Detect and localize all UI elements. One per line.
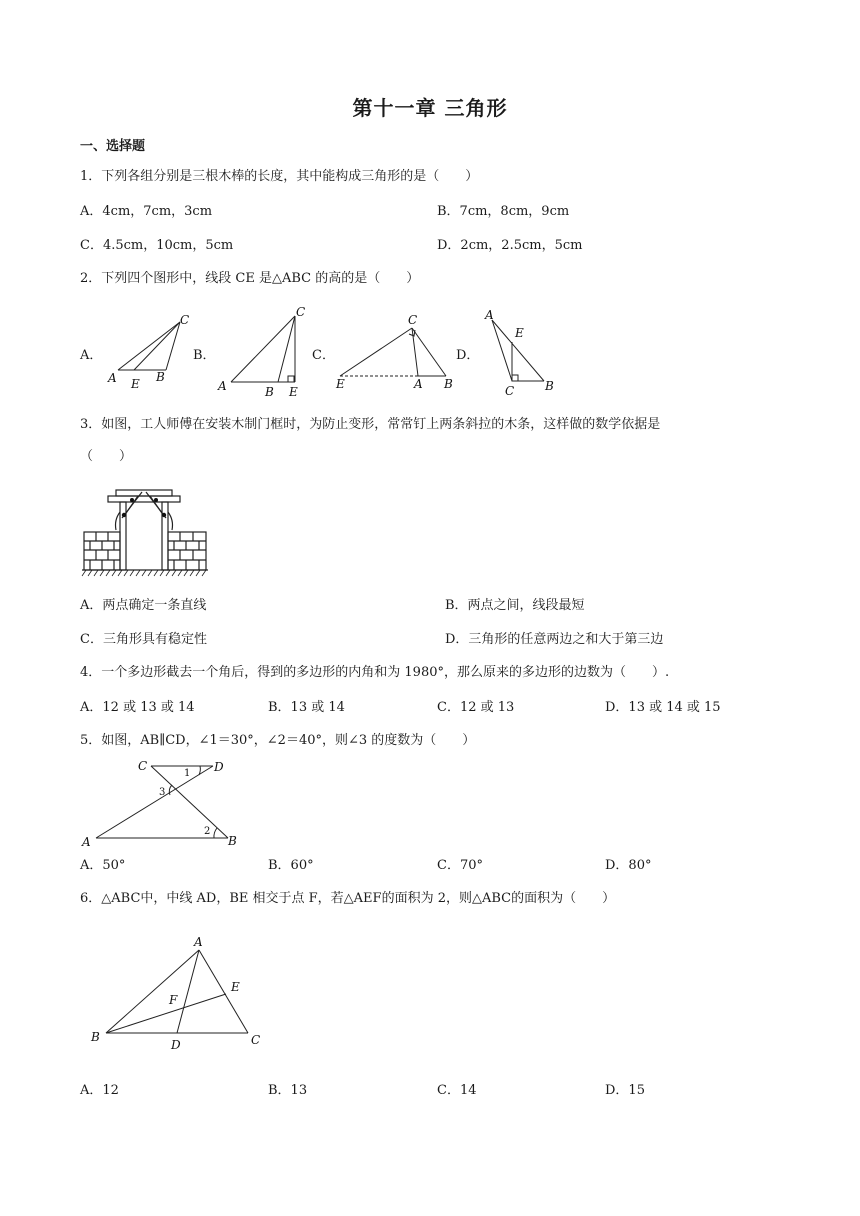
question-2-label-c: C． bbox=[312, 348, 335, 363]
q2d-point-e: E bbox=[515, 326, 524, 340]
q2d-point-c: C bbox=[505, 384, 515, 398]
q2d-point-a: A bbox=[485, 308, 494, 322]
question-5-option-a: A．50° bbox=[80, 858, 126, 873]
question-6-option-d: D．15 bbox=[605, 1083, 645, 1098]
q5-point-b: B bbox=[228, 834, 237, 848]
page-title: 第十一章 三角形 bbox=[352, 96, 508, 120]
q5-point-c: C bbox=[138, 759, 148, 773]
q6-point-f: F bbox=[169, 993, 178, 1007]
q6-point-a: A bbox=[194, 935, 203, 949]
door-frame-figure bbox=[80, 486, 210, 580]
q2-figure-c bbox=[340, 328, 446, 376]
question-2-label-d: D． bbox=[456, 348, 480, 363]
q5-point-d: D bbox=[214, 760, 224, 774]
q2a-point-a: A bbox=[108, 371, 117, 385]
question-2-label-b: B． bbox=[193, 348, 216, 363]
question-5-stem: 5．如图，AB∥CD，∠1＝30°，∠2＝40°，则∠3 的度数为（ ） bbox=[80, 733, 476, 748]
q2a-point-c: C bbox=[180, 313, 190, 327]
question-6-stem: 6．△ABC中，中线 AD，BE 相交于点 F，若△AEF的面积为 2，则△ABC的面积为（ ） bbox=[80, 891, 616, 906]
q2c-point-e: E bbox=[336, 377, 345, 391]
q2b-point-c: C bbox=[296, 305, 306, 319]
section-heading: 一、选择题 bbox=[80, 139, 146, 154]
question-5-option-c: C．70° bbox=[437, 858, 483, 873]
question-4-option-d: D．13 或 14 或 15 bbox=[605, 700, 721, 715]
q2b-point-a: A bbox=[218, 379, 227, 393]
question-5-option-d: D．80° bbox=[605, 858, 652, 873]
q2c-point-c: C bbox=[408, 313, 418, 327]
question-4-option-c: C．12 或 13 bbox=[437, 700, 515, 715]
q2-figure-b bbox=[231, 316, 295, 382]
q5-angle-2: 2 bbox=[204, 826, 211, 837]
question-3-stem-continued: （ ） bbox=[80, 449, 133, 464]
question-1-option-d: D．2cm，2.5cm，5cm bbox=[437, 238, 583, 253]
q2b-point-b: B bbox=[265, 385, 274, 399]
question-4-stem: 4．一个多边形截去一个角后，得到的多边形的内角和为 1980°，那么原来的多边形的边数为（ ）. bbox=[80, 665, 670, 680]
q6-point-c: C bbox=[251, 1033, 261, 1047]
q5-angle-3: 3 bbox=[159, 787, 166, 798]
question-2-label-a: A． bbox=[80, 348, 103, 363]
question-6-option-b: B．13 bbox=[268, 1083, 308, 1098]
question-1-option-b: B．7cm，8cm，9cm bbox=[437, 204, 570, 219]
question-2-stem: 2．下列四个图形中，线段 CE 是△ABC 的高的是（ ） bbox=[80, 271, 420, 286]
q2a-point-b: B bbox=[156, 370, 165, 384]
question-4-option-a: A．12 或 13 或 14 bbox=[80, 700, 195, 715]
q5-point-a: A bbox=[82, 835, 91, 849]
question-3-option-b: B．两点之间，线段最短 bbox=[445, 598, 585, 613]
q2b-point-e: E bbox=[289, 385, 298, 399]
question-1-option-a: A．4cm，7cm，3cm bbox=[80, 204, 213, 219]
q6-point-d: D bbox=[171, 1038, 181, 1052]
q6-point-b: B bbox=[91, 1030, 100, 1044]
question-6-option-a: A．12 bbox=[80, 1083, 119, 1098]
q2-figure-a bbox=[118, 322, 180, 370]
q2a-point-e: E bbox=[131, 377, 140, 391]
q6-point-e: E bbox=[231, 980, 240, 994]
q2c-point-a: A bbox=[414, 377, 423, 391]
question-1-stem: 1．下列各组分别是三根木棒的长度，其中能构成三角形的是（ ） bbox=[80, 169, 479, 184]
question-3-option-d: D．三角形的任意两边之和大于第三边 bbox=[445, 632, 664, 647]
question-3-option-a: A．两点确定一条直线 bbox=[80, 598, 207, 613]
question-3-stem: 3．如图，工人师傅在安装木制门框时，为防止变形，常常钉上两条斜拉的木条，这样做的数学依据是 bbox=[80, 417, 661, 432]
question-6-option-c: C．14 bbox=[437, 1083, 477, 1098]
question-3-option-c: C．三角形具有稳定性 bbox=[80, 632, 207, 647]
q5-angle-1: 1 bbox=[184, 768, 191, 779]
q2d-point-b: B bbox=[545, 379, 554, 393]
question-4-option-b: B．13 或 14 bbox=[268, 700, 345, 715]
question-5-option-b: B．60° bbox=[268, 858, 314, 873]
question-1-option-c: C．4.5cm，10cm，5cm bbox=[80, 238, 234, 253]
q2c-point-b: B bbox=[444, 377, 453, 391]
